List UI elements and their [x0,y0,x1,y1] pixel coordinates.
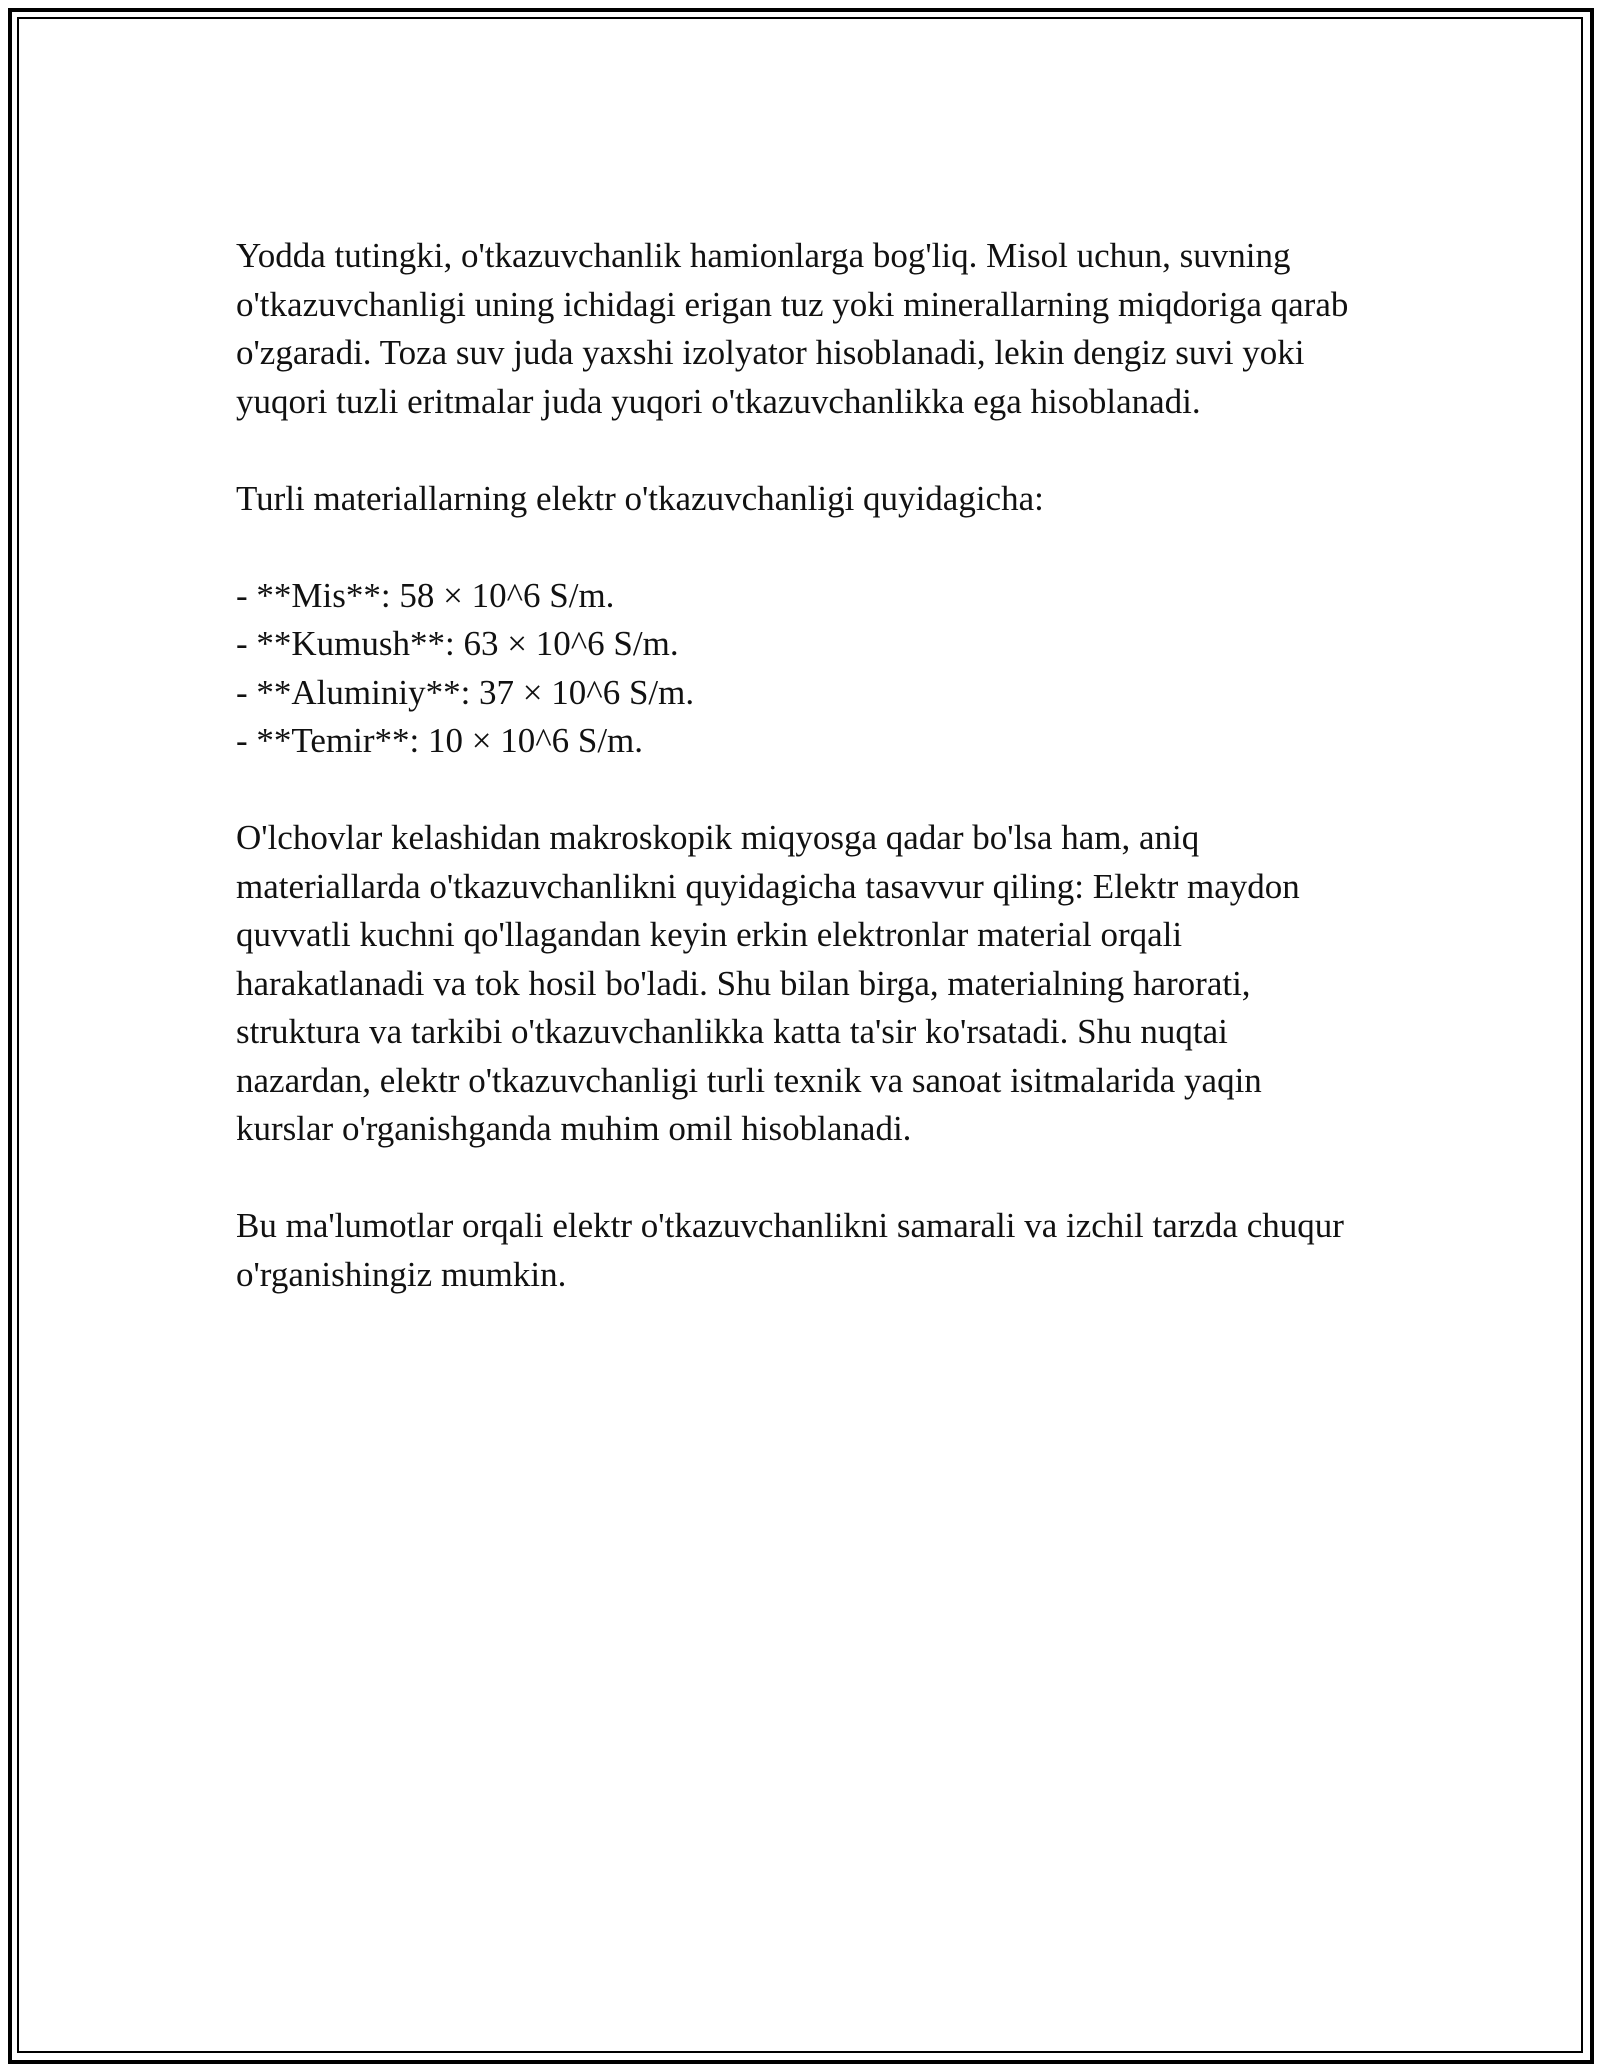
list-item-mis: - **Mis**: 58 × 10^6 S/m. [236,575,615,615]
paragraph-conductivity-explanation: O'lchovlar kelashidan makroskopik miqyosga qadar bo'lsa ham, aniq materiallarda o'tkazuvchanlikni quyidagicha tasavvur qiling: Elektr maydon quvvatli kuchni qo'llagandan keyin erkin elektronlar material orqali harakatlanadi va tok hosil bo'ladi. Shu bilan birga, materialning harorati, struktura va tarkibi o'tkazuvchanlikka katta ta'sir ko'rsatadi. Shu nuqtai nazardan, elektr o'tkazuvchanligi turli texnik va sanoat isitmalarida yaqin kurslar o'rganishganda muhim omil hisoblanadi. [236,818,1300,1148]
paragraph-conclusion: Bu ma'lumotlar orqali elektr o'tkazuvchanlikni samarali va izchil tarzda chuqur o'rganishingiz mumkin. [236,1206,1344,1294]
conductivity-list [236,572,1366,766]
paragraph-conductivity-dependence: Yodda tutingki, o'tkazuvchanlik hamionlarga bog'liq. Misol uchun, suvning o'tkazuvchanligi uning ichidagi erigan tuz yoki minerallarning miqdoriga qarab o'zgaradi. Toza suv juda yaxshi izolyator hisoblanadi, lekin dengiz suvi yoki yuqori tuzli eritmalar juda yuqori o'tkazuvchanlikka ega hisoblanadi. [236,236,1349,421]
list-item-kumush: - **Kumush**: 63 × 10^6 S/m. [236,624,679,663]
list-item-temir: - **Temir**: 10 × 10^6 S/m. [236,721,644,760]
paragraph-materials-intro: Turli materiallarning elektr o'tkazuvchanligi quyidagicha: [236,478,1044,518]
document-body [236,232,1366,1348]
list-item-aluminiy: - **Aluminiy**: 37 × 10^6 S/m. [236,672,695,712]
